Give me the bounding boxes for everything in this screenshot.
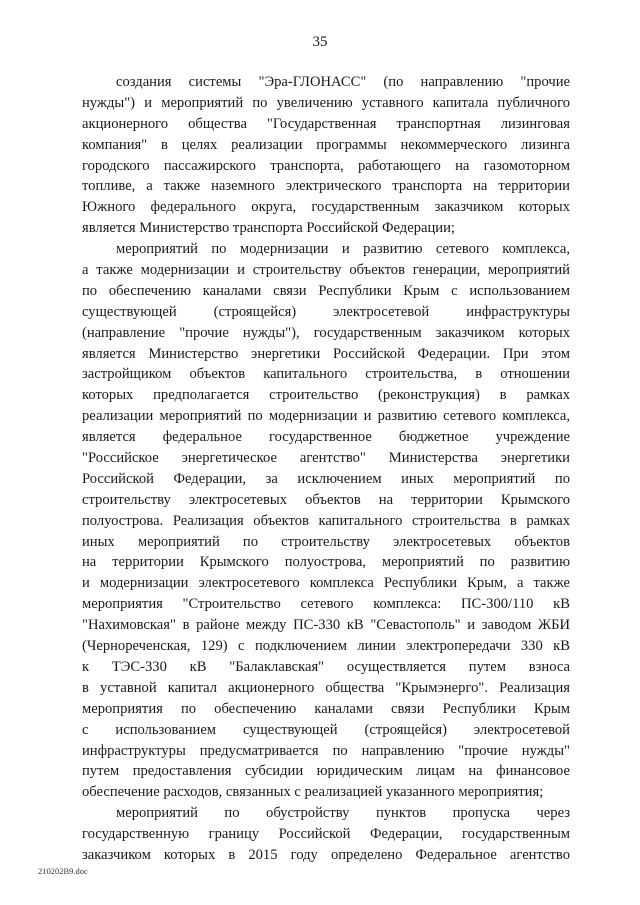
text-line: мероприятий по модернизации и развитию сетевого комплекса, [116,241,570,258]
text-line: путем предоставления субсидии юридическим лицам на финансовое [82,763,570,780]
text-line: к ТЭС-330 кВ "Балаклавская" осуществляется путем взноса [82,658,570,675]
text-line: иных мероприятий по строительству электросетевых объектов [82,533,570,550]
text-line: "Российское энергетическое агентство" Министерства энергетики [82,450,570,467]
text-line: существующей (строящейся) электросетевой инфраструктуры [82,303,570,320]
text-line: по обеспечению каналами связи Республики Крым с использованием [82,282,570,299]
text-line: в уставной капитал акционерного общества "Крымэнерго". Реализация [82,679,570,696]
text-line: нужды") и мероприятий по увеличению уставного капитала публичного [82,94,570,111]
document-body [82,72,570,866]
text-line: на территории Крымского полуострова, мероприятий по развитию [82,554,570,571]
text-line: (Чернореченская, 129) с подключением линии электропередачи 330 кВ [82,638,570,655]
text-line: городского пассажирского транспорта, работающего на газомоторном [82,157,570,174]
text-line: заказчиком которых в 2015 году определено Федеральное агентство [82,846,570,863]
text-line: инфраструктуры предусматривается по направлению "прочие нужды" [82,742,570,759]
text-line: государственную границу Российской Федерации, государственным [82,826,570,843]
text-line: (направление "прочие нужды"), государственным заказчиком которых [82,324,570,341]
text-line: которых предполагается строительство (реконструкция) в рамках [82,387,570,404]
text-line: мероприятия "Строительство сетевого комплекса: ПС-300/110 кВ [82,596,570,613]
text-line: застройщиком объектов капитального строительства, в отношении [82,366,570,383]
text-line: обеспечение расходов, связанных с реализацией указанного мероприятия; [82,784,544,801]
text-line: мероприятий по обустройству пунктов пропуска через [116,805,570,822]
text-line: мероприятия по обеспечению каналами связи Республики Крым [82,700,570,717]
text-line: "Нахимовская" в районе между ПС-330 кВ "Севастополь" и заводом ЖБИ [82,617,570,634]
text-line: является Министерство энергетики Российской Федерации. При этом [82,345,570,362]
text-line: компания" в целях реализации программы некоммерческого лизинга [82,136,570,153]
text-line: является федеральное государственное бюджетное учреждение [82,429,570,446]
text-line: Южного федерального округа, государственным заказчиком которых [82,199,570,216]
text-line: полуострова. Реализация объектов капитального строительства в рамках [82,512,570,529]
text-line: реализации мероприятий по модернизации и развитию сетевого комплекса, [82,408,570,425]
text-line: с использованием существующей (строящейся) электросетевой [82,721,570,738]
text-line: акционерного общества "Государственная транспортная лизинговая [82,115,570,132]
text-line: строительству электросетевых объектов на территории Крымского [82,491,570,508]
text-line: Российской Федерации, за исключением иных мероприятий по [82,470,570,487]
text-line: и модернизации электросетевого комплекса Республики Крым, а также [82,575,570,592]
page-number: 35 [312,34,328,50]
text-line: создания системы "Эра-ГЛОНАСС" (по направлению "прочие [116,74,570,90]
text-line: топливе, а также наземного электрического транспорта на территории [82,178,570,195]
text-line: является Министерство транспорта Российской Федерации; [82,220,455,237]
text-line: а также модернизации и строительству объектов генерации, мероприятий [82,262,570,279]
footer-file-code: 210202B9.doc [38,866,88,876]
